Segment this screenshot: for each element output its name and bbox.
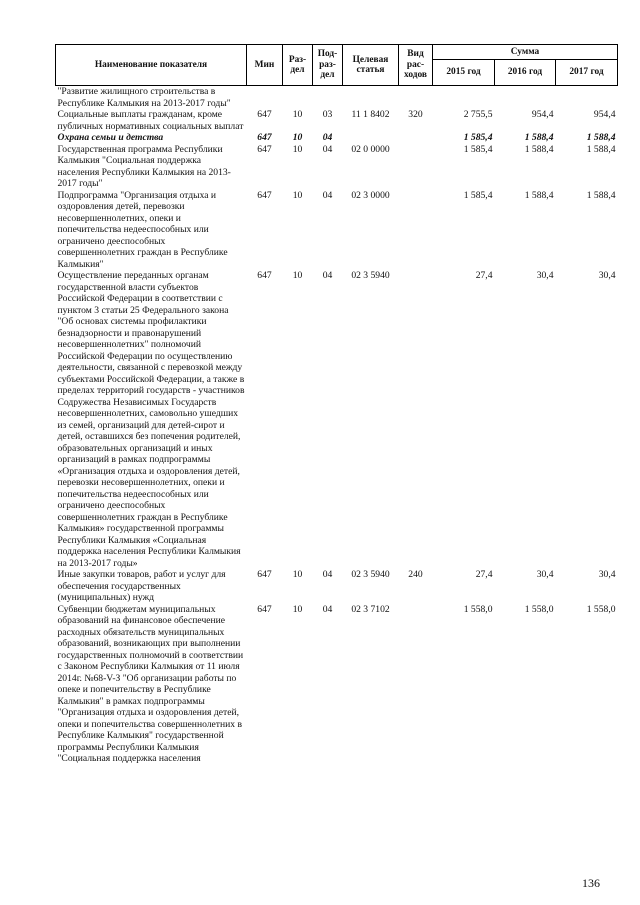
row-name: "Развитие жилищного строительства в Республике Калмыкия на 2013-2017 годы" xyxy=(57,86,231,109)
row-target: 02 3 5940 xyxy=(351,270,390,281)
row-2016: 1 558,0 xyxy=(524,603,554,615)
row-2017: 954,4 xyxy=(593,109,616,120)
row-razdel: 10 xyxy=(292,270,303,281)
header-name: Наименование показателя xyxy=(56,45,247,86)
row-2017: 1 558,0 xyxy=(586,603,616,615)
table-row xyxy=(56,190,618,271)
row-razdel xyxy=(283,86,313,110)
row-vid xyxy=(399,270,433,569)
row-2016: 1 588,4 xyxy=(524,143,554,155)
header-razdel: Раз- дел xyxy=(283,45,313,86)
header-podrazdel: Под- раз- дел xyxy=(313,45,343,86)
row-podrazdel: 04 xyxy=(322,189,333,201)
table-row xyxy=(56,109,618,132)
row-2016: 954,4 xyxy=(531,109,554,120)
row-min: 647 xyxy=(257,270,272,281)
row-name: Осуществление переданных органам государственной власти субъектов Российской Федерации в соответствии с пунктом 3 статьи 25 Федерального закона "Об основах системы профилактики безнадзорности и правонарушений несовершеннолетних" полномочий Российской Федерации по осуществлению деятельности, связанной с перевозкой между субъектами Российской Федерации, а также в пределах территорий государств - участников Содружества Независимых Государств несовершеннолетних, самовольно ушедших из семей, организаций для детей-сирот и детей, оставшихся без попечения родителей, образовательных организаций и иных организаций в рамках подпрограммы «Организация отдыха и оздоровления детей, перевозки несовершеннолетних, опеки и попечительства недееспособных или ограничено дееспособных совершеннолетних граждан в Республике Калмыкия» государственной программы Республики Калмыкия «Социальная поддержка населения Республики Калмыкия на 2013-2017 годы» xyxy=(57,270,245,569)
row-podrazdel: 04 xyxy=(322,270,333,281)
table-row xyxy=(56,569,618,604)
table-row xyxy=(56,86,618,110)
row-2015: 1 558,0 xyxy=(463,603,493,615)
row-2017 xyxy=(556,86,618,110)
row-min: 647 xyxy=(257,143,272,155)
row-name: Подпрограмма "Организация отдыха и оздоровления детей, перевозки несовершеннолетних, опеки и попечительства недееспособных или ограничено дееспособных совершеннолетних граждан в Республике Калмыкия" xyxy=(57,189,228,270)
row-min: 647 xyxy=(257,132,272,143)
row-2016: 30,4 xyxy=(536,270,554,281)
budget-table xyxy=(55,44,618,765)
row-vid xyxy=(399,132,433,144)
row-2015: 1 585,4 xyxy=(463,143,493,155)
row-2017: 1 588,4 xyxy=(586,132,616,143)
row-podrazdel: 03 xyxy=(322,109,333,120)
row-2017: 1 588,4 xyxy=(586,143,616,155)
table-row xyxy=(56,270,618,569)
row-name: Субвенции бюджетам муниципальных образований на финансовое обеспечение расходных обязательств муниципальных образований, возникающих при выполнении государственных полномочий в соответствии с Законом Республики Калмыкия от 11 июля 2014г. №68-V-З "Об организации работы по опеке и попечительству в Республике Калмыкия" в рамках подпрограммы "Организация отдыха и оздоровления детей, опеки и попечительства совершеннолетних в Республике Калмыкия" государственной программы Республики Калмыкия "Социальная поддержка населения xyxy=(57,603,244,764)
table-row-section xyxy=(56,132,618,144)
row-vid: 320 xyxy=(408,109,423,120)
row-min xyxy=(247,86,283,110)
row-min: 647 xyxy=(257,109,272,120)
row-min: 647 xyxy=(257,189,272,201)
row-2016: 1 588,4 xyxy=(524,132,554,143)
header-year-2015: 2015 год xyxy=(433,60,495,86)
row-vid: 240 xyxy=(408,569,423,580)
row-podrazdel: 04 xyxy=(322,132,333,143)
table-header xyxy=(56,45,618,86)
table-body xyxy=(56,86,618,765)
row-razdel: 10 xyxy=(292,143,303,155)
row-razdel: 10 xyxy=(292,189,303,201)
row-name: Государственная программа Республики Калмыкия "Социальная поддержка населения Республики Калмыкия на 2013-2017 годы" xyxy=(57,143,231,189)
row-razdel: 10 xyxy=(292,603,303,615)
row-vid xyxy=(399,190,433,271)
row-2015: 1 585,4 xyxy=(463,132,493,143)
row-2017: 30,4 xyxy=(598,270,616,281)
row-vid xyxy=(399,144,433,190)
row-2017: 1 588,4 xyxy=(586,189,616,201)
row-2015: 2 755,5 xyxy=(463,109,493,120)
row-2015: 27,4 xyxy=(475,569,493,580)
row-target: 02 3 0000 xyxy=(351,189,390,201)
row-vid xyxy=(399,86,433,110)
row-name: Социальные выплаты гражданам, кроме публичных нормативных социальных выплат xyxy=(57,109,244,132)
row-target xyxy=(343,132,399,144)
row-name: Иные закупки товаров, работ и услуг для обеспечения государственных (муниципальных) нужд xyxy=(57,569,226,603)
table-row xyxy=(56,144,618,190)
row-2017: 30,4 xyxy=(598,569,616,580)
row-2016: 30,4 xyxy=(536,569,554,580)
row-podrazdel: 04 xyxy=(322,143,333,155)
row-target xyxy=(343,86,399,110)
header-year-2016: 2016 год xyxy=(495,60,556,86)
row-target: 02 3 7102 xyxy=(351,603,390,615)
header-min: Мин xyxy=(247,45,283,86)
row-name: Охрана семьи и детства xyxy=(57,132,164,143)
row-vid xyxy=(399,604,433,765)
row-razdel: 10 xyxy=(292,569,303,580)
header-target: Целевая статья xyxy=(343,45,399,86)
row-min: 647 xyxy=(257,569,272,580)
row-2015: 1 585,4 xyxy=(463,189,493,201)
row-podrazdel: 04 xyxy=(322,569,333,580)
row-razdel: 10 xyxy=(292,132,303,143)
row-target: 02 0 0000 xyxy=(351,143,390,155)
row-2016 xyxy=(495,86,556,110)
row-2015 xyxy=(433,86,495,110)
table-row xyxy=(56,604,618,765)
row-target: 11 1 8402 xyxy=(351,109,390,120)
header-sum: Сумма xyxy=(433,45,618,60)
row-razdel: 10 xyxy=(292,109,303,120)
header-vid: Вид рас- ходов xyxy=(399,45,433,86)
row-min: 647 xyxy=(257,603,272,615)
row-podrazdel: 04 xyxy=(322,603,333,615)
row-2015: 27,4 xyxy=(475,270,493,281)
row-target: 02 3 5940 xyxy=(351,569,390,580)
header-year-2017: 2017 год xyxy=(556,60,618,86)
page-number: 136 xyxy=(582,876,600,890)
row-podrazdel xyxy=(313,86,343,110)
row-2016: 1 588,4 xyxy=(524,189,554,201)
